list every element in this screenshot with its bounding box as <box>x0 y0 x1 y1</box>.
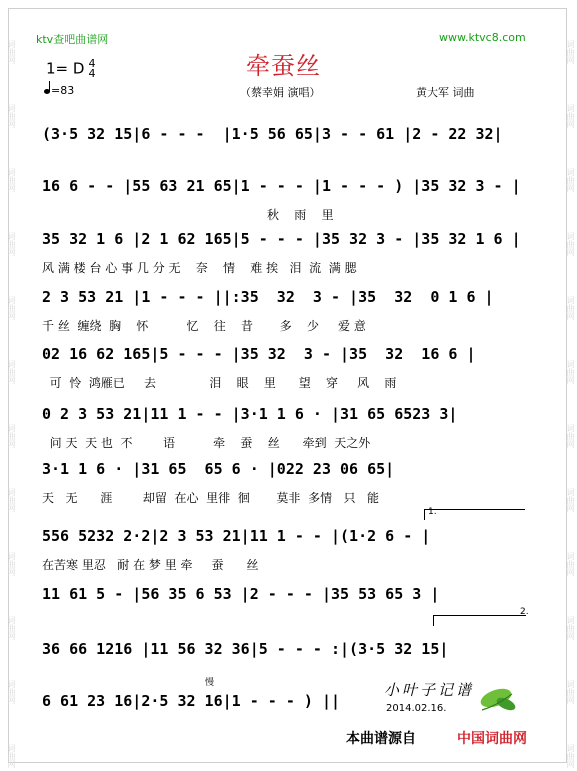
notation-line: 2 3 53 21 |1 - - - ||:35 32 3 - |35 32 0 1 6 | <box>42 288 494 306</box>
watermark-right: 词曲网 词曲网 词曲网 词曲网 词曲网 词曲网 词曲网 词曲网 词曲网 词曲网 词曲网 词曲网 <box>566 40 575 768</box>
lyric-line: 千 丝 缠绕 胸 怀 忆 往 昔 多 少 爱 意 <box>42 319 366 333</box>
key-label: 1= D <box>46 59 85 78</box>
lyric-line: 可 怜 鸿雁已 去 泪 眼 里 望 穿 风 雨 <box>42 376 397 390</box>
watermark-left: 词曲网 词曲网 词曲网 词曲网 词曲网 词曲网 词曲网 词曲网 词曲网 词曲网 词曲网 词曲网 <box>7 40 16 768</box>
quarter-note-icon <box>44 89 50 94</box>
transcriber-signature: 小叶子记谱 <box>384 681 475 699</box>
notation-line: 11 61 5 - |56 35 6 53 |2 - - - |35 53 65 3 | <box>42 585 440 603</box>
key-signature <box>46 59 95 79</box>
notation-line: 3·1 1 6 · |31 65 65 6 · |022 23 06 65| <box>42 460 395 478</box>
notation-line: 35 32 1 6 |2 1 62 165|5 - - - |35 32 3 - |35 32 1 6 | <box>42 230 521 248</box>
notation-line: 0 2 3 53 21|11 1 - - |3·1 1 6 · |31 65 6523 3| <box>42 405 458 423</box>
source-label: 本曲谱源自 <box>346 731 416 747</box>
composer-credit: 黄大军 词曲 <box>416 86 475 99</box>
notation-line: 36 66 1216 |11 56 32 36|5 - - - :|(3·5 32 15| <box>42 640 449 658</box>
lyric-line: 在苦寒 里忍 耐 在 梦 里 牵 蚕 丝 <box>42 558 259 572</box>
notation-line: (3·5 32 15|6 - - - |1·5 56 65|3 - - 61 |2 - 22 32| <box>42 125 503 143</box>
slow-marking: 慢 <box>205 678 215 688</box>
notation-line: 6 61 23 16|2·5 32 16|1 - - - ) || <box>42 692 341 710</box>
singer-credit: （蔡幸娟 演唱） <box>240 86 321 99</box>
lyric-line: 秋 雨 里 <box>42 208 334 222</box>
site-url-right: www.ktvc8.com <box>439 31 526 44</box>
notation-line: 556 5232 2·2|2 3 53 21|11 1 - - |(1·2 6 - | <box>42 527 431 545</box>
lyric-line: 风 满 楼 台 心 事 几 分 无 奈 情 难 挨 泪 流 满 腮 <box>42 261 357 275</box>
time-signature: 4 4 <box>88 57 96 80</box>
transcription-date: 2014.02.16. <box>386 703 447 714</box>
notation-line: 02 16 62 165|5 - - - |35 32 3 - |35 32 16 6 | <box>42 345 476 363</box>
song-title: 牵蚕丝 <box>246 52 321 80</box>
tempo-marking: =83 <box>44 84 74 97</box>
source-site: 中国词曲网 <box>457 731 527 747</box>
lyric-line: 天 无 涯 却留 在心 里徘 徊 莫非 多情 只 能 <box>42 491 379 505</box>
notation-line: 16 6 - - |55 63 21 65|1 - - - |1 - - - ) |35 32 3 - | <box>42 177 521 195</box>
tea-leaf-icon <box>476 684 518 718</box>
volta-second-ending: 2. <box>433 615 526 626</box>
site-name-left: ktv查吧曲谱网 <box>36 33 109 46</box>
lyric-line: 问 天 天 也 不 语 牵 蚕 丝 牵到 天之外 <box>42 436 371 450</box>
volta-first-ending: 1. <box>424 509 525 520</box>
